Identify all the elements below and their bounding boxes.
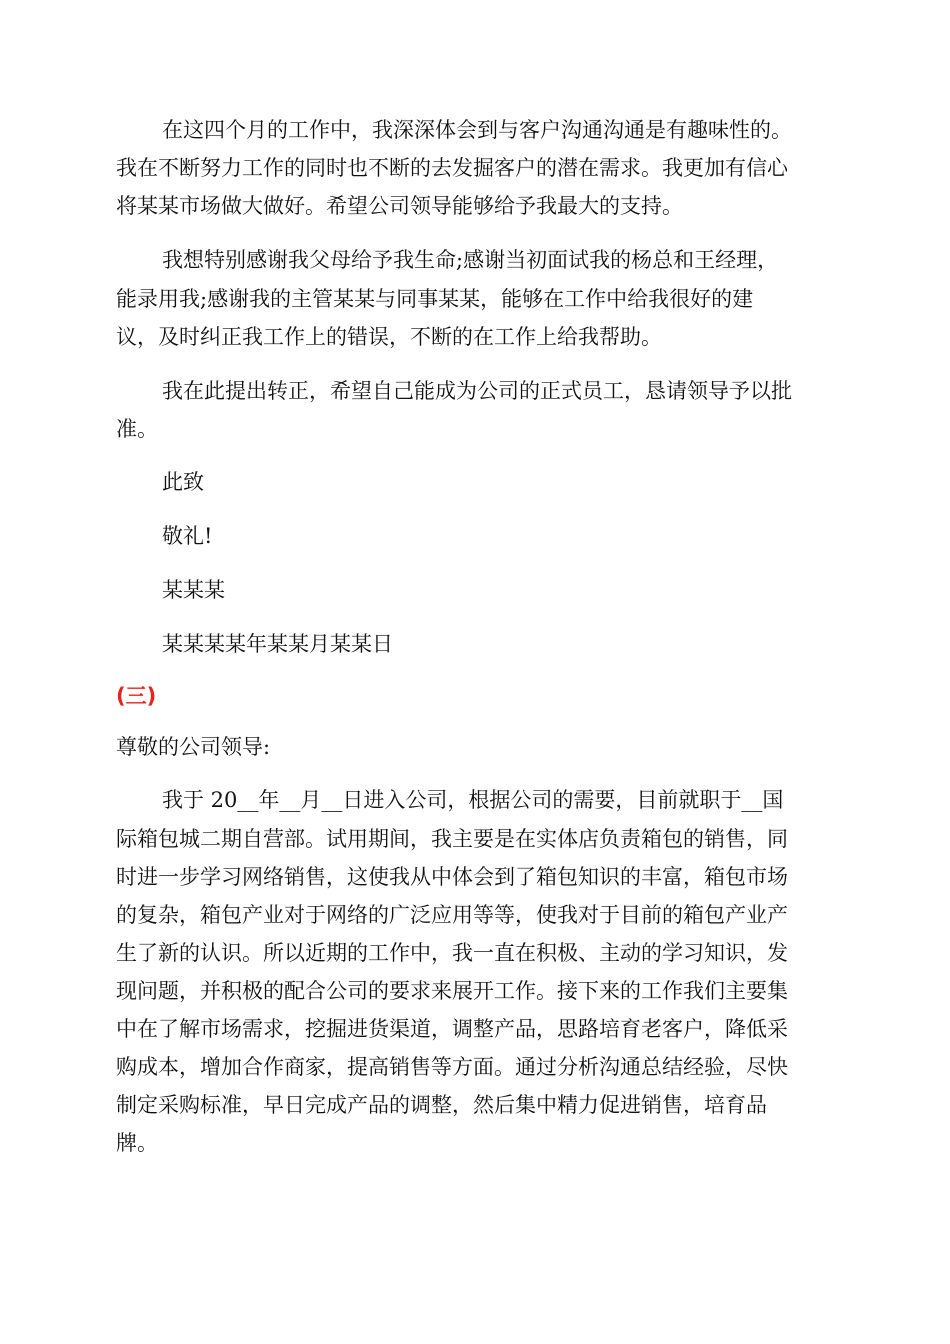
paragraph-line: 中在了解市场需求，挖掘进货渠道，调整产品，思路培育老客户，降低采 [116,1017,788,1041]
greeting-text: 尊敬的公司领导: [116,735,271,759]
date-text: 某某某某年某某月某某日 [162,632,393,656]
paragraph-line: 将某某市场做大做好。希望公司领导能够给予我最大的支持。 [116,194,683,218]
salute-text: 敬礼! [162,524,213,548]
paragraph-line: 我于 20__年__月__日进入公司，根据公司的需要，目前就职于__国 [162,788,784,812]
paragraph-line: 议，及时纠正我工作上的错误，不断的在工作上给我帮助。 [116,325,662,349]
paragraph-line: 的复杂，箱包产业对于网络的广泛应用等等，使我对于目前的箱包产业产 [116,903,788,927]
paragraph-line: 现问题，并积极的配合公司的要求来展开工作。接下来的工作我们主要集 [116,979,788,1003]
paragraph-line: 际箱包城二期自营部。试用期间，我主要是在实体店负责箱包的销售，同 [116,827,788,851]
section-heading: (三) [116,684,157,708]
paragraph-line: 购成本，增加合作商家，提高销售等方面。通过分析沟通总结经验，尽快 [116,1055,788,1079]
paragraph-line: 我在不断努力工作的同时也不断的去发掘客户的潜在需求。我更加有信心 [116,156,788,180]
paragraph-line: 在这四个月的工作中，我深深体会到与客户沟通沟通是有趣味性的。 [162,118,792,142]
paragraph-line: 我想特别感谢我父母给予我生命;感谢当初面试我的杨总和王经理， [162,248,779,272]
paragraph-line: 牌。 [116,1131,158,1155]
signature-text: 某某某 [162,578,225,602]
paragraph-line: 我在此提出转正，希望自己能成为公司的正式员工，恳请领导予以批 [162,379,792,403]
paragraph-line: 制定采购标准，早日完成产品的调整，然后集中精力促进销售，培育品 [116,1093,767,1117]
paragraph-line: 准。 [116,417,158,441]
paragraph-line: 时进一步学习网络销售，这使我从中体会到了箱包知识的丰富，箱包市场 [116,865,788,889]
closing-text: 此致 [162,470,204,494]
paragraph-line: 生了新的认识。所以近期的工作中，我一直在积极、主动的学习知识，发 [116,941,788,965]
paragraph-line: 能录用我;感谢我的主管某某与同事某某，能够在工作中给我很好的建 [116,287,754,311]
